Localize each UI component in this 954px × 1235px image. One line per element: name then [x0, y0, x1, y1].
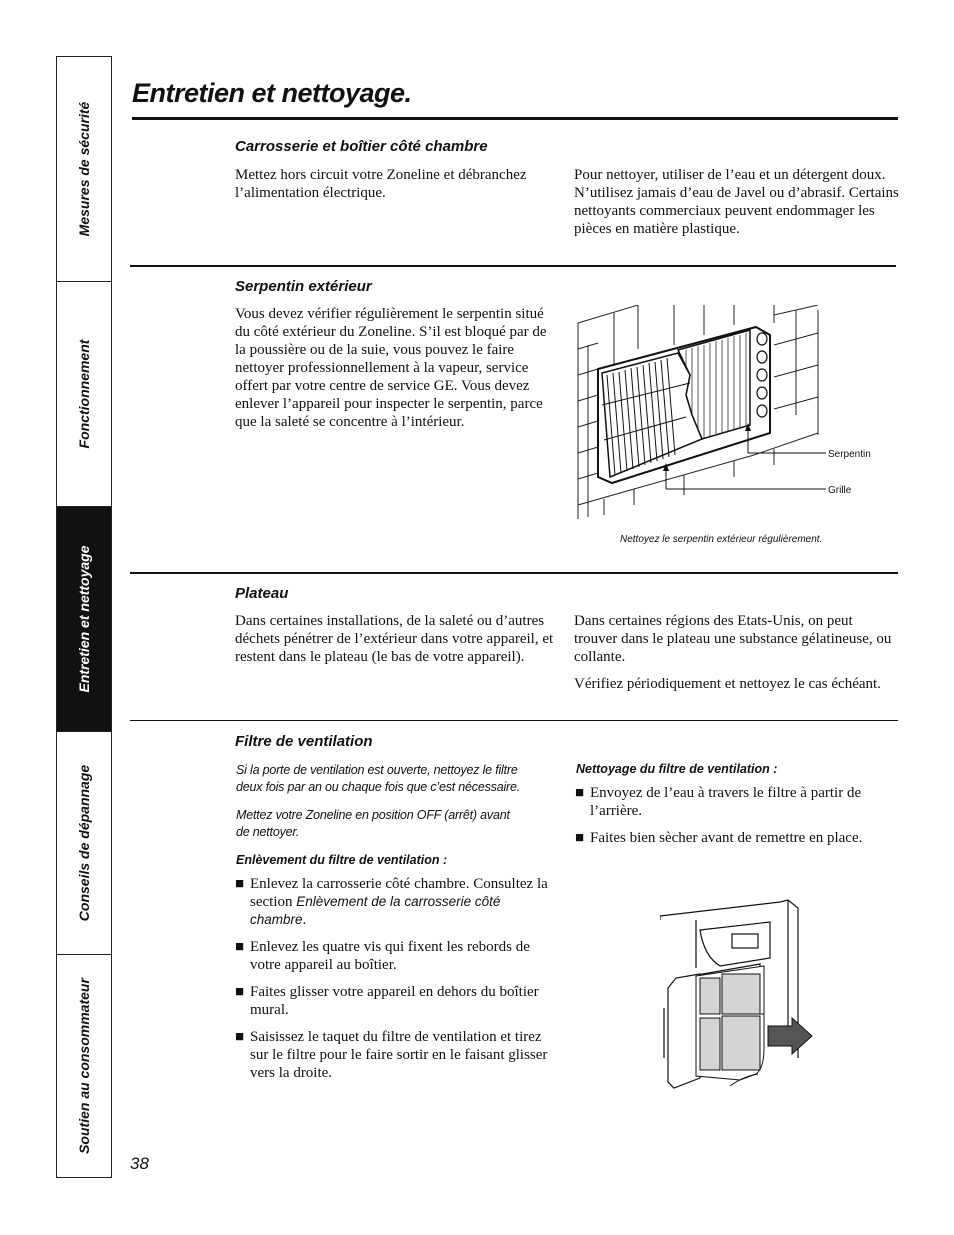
bullet-square-icon: ■	[235, 1029, 245, 1045]
tab-mesures-de-securite[interactable]	[57, 57, 111, 282]
bullet-square-icon: ■	[575, 830, 585, 846]
tab-conseils-de-depannage[interactable]	[57, 732, 111, 955]
tab-label: Fonctionnement	[76, 339, 92, 449]
page-title: Entretien et nettoyage.	[132, 78, 412, 108]
plateau-paragraph: Dans certaines régions des Etats-Unis, on peut trouver dans le plateau une substance gélatineuse, ou collante.	[574, 613, 892, 665]
bullet-square-icon: ■	[235, 939, 245, 955]
reference-section-name: Enlèvement de la carrosserie côté chambre	[250, 894, 501, 927]
serpentin-text: Vous devez vérifier régulièrement le serpentin situé du côté extérieur du Zoneline. S’il est bloqué par de la poussière ou de la suie, vous pouvez le faire nettoyer professionnellement à la vapeur, service offert par votre centre de service GE. Vous devez enlever l’appareil pour inspecter le serpentin, parce que la saleté se concentre à l’intérieur.	[235, 306, 547, 430]
section-divider	[130, 265, 896, 267]
section-divider	[130, 720, 898, 721]
carrosserie-text-col2: Pour nettoyer, utiliser de l’eau et un détergent doux. N’utilisez jamais d’eau de Javel ou d’abrasif. Certains nettoyants commerciaux peuvent endommager les pièces en matière plastique.	[574, 167, 899, 237]
bullet-square-icon: ■	[235, 876, 245, 892]
page-number: 38	[130, 1154, 149, 1173]
filtre-note-frequency: Si la porte de ventilation est ouverte, nettoyez le filtre deux fois par an ou chaque fois que c’est nécessaire.	[236, 763, 521, 794]
label-serpentin: Serpentin	[828, 449, 871, 460]
section-heading-carrosserie: Carrosserie et boîtier côté chambre	[235, 138, 488, 155]
removal-step: ■ Faites glisser votre appareil en dehors du boîtier mural.	[235, 984, 539, 1018]
tab-label: Conseils de dépannage	[76, 764, 92, 922]
coil-caption: Nettoyez le serpentin extérieur régulièrement.	[620, 534, 823, 545]
tab-label: Mesures de sécurité	[76, 101, 92, 237]
bullet-square-icon: ■	[575, 785, 585, 801]
cleaning-step: ■ Faites bien sècher avant de remettre en place.	[575, 830, 863, 846]
tab-label: Soutien au consommateur	[76, 978, 92, 1154]
vent-filter-illustration	[660, 898, 820, 1098]
removal-step: ■ Saisissez le taquet du filtre de ventilation et tirez sur le filtre pour le faire sortir en le faisant glisser vers la droite.	[235, 1029, 548, 1081]
cleaning-heading: Nettoyage du filtre de ventilation :	[576, 762, 778, 776]
label-grille: Grille	[828, 485, 852, 496]
bullet-square-icon: ■	[235, 984, 245, 1000]
coil-unit	[598, 327, 770, 483]
carrosserie-text-col1: Mettez hors circuit votre Zoneline et débranchez l’alimentation électrique.	[235, 167, 527, 201]
section-heading-serpentin: Serpentin extérieur	[235, 278, 372, 295]
plateau-paragraph: Vérifiez périodiquement et nettoyez le cas échéant.	[574, 676, 881, 692]
cleaning-step: ■ Envoyez de l’eau à travers le filtre à partir de l’arrière.	[575, 785, 862, 819]
removal-step: ■ Enlevez les quatre vis qui fixent les rebords de votre appareil au boîtier.	[235, 939, 530, 973]
section-heading-filtre: Filtre de ventilation	[235, 733, 373, 750]
plateau-text-col2	[574, 612, 899, 702]
tab-label: Entretien et nettoyage	[76, 545, 92, 693]
removal-step: ■ Enlevez la carrosserie côté chambre. Consultez la section Enlèvement de la carrosserie côté chambre.	[235, 876, 548, 928]
title-rule	[132, 117, 898, 120]
filtre-note-off: Mettez votre Zoneline en position OFF (arrêt) avant de nettoyer.	[236, 808, 510, 839]
removal-steps	[235, 875, 557, 1091]
plateau-text-col1: Dans certaines installations, de la saleté ou d’autres déchets pénétrer de l’extérieur dans votre appareil, et restent dans le plateau (le bas de votre appareil).	[235, 613, 554, 665]
removal-heading: Enlèvement du filtre de ventilation :	[236, 853, 448, 867]
cleaning-steps	[575, 784, 895, 856]
section-divider	[130, 572, 898, 574]
tab-entretien-et-nettoyage[interactable]	[57, 507, 111, 732]
tab-fonctionnement[interactable]	[57, 282, 111, 507]
side-tab-bar	[56, 56, 112, 1178]
slide-right-arrow-icon	[768, 1018, 812, 1054]
section-heading-plateau: Plateau	[235, 585, 289, 602]
tab-soutien-au-consommateur[interactable]	[57, 955, 111, 1177]
